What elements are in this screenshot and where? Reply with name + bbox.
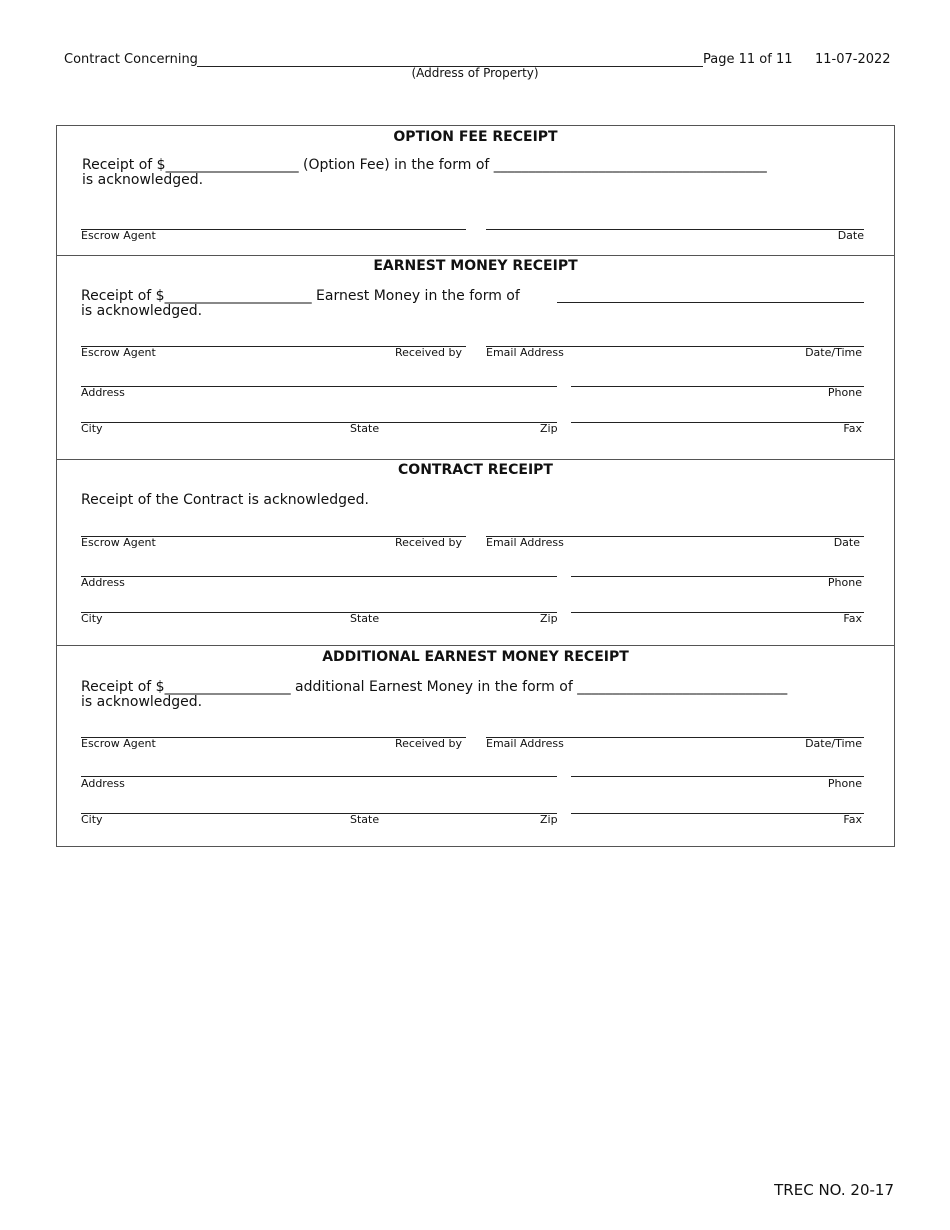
- received-by-label: Received by: [394, 536, 462, 549]
- date-label: Date: [837, 229, 864, 242]
- form-number: TREC NO. 20-17: [774, 1181, 894, 1199]
- section-divider: [56, 645, 895, 646]
- city-label: City: [81, 612, 103, 625]
- zip-label: Zip: [540, 813, 558, 826]
- address-caption: (Address of Property): [411, 66, 539, 80]
- address-label: Address: [81, 576, 125, 589]
- form-date: 11-07-2022: [815, 52, 891, 67]
- earnest-money-receipt-text[interactable]: Receipt of $_____________________ Earnest Money in the form of: [81, 288, 520, 304]
- earnest-money-title: EARNEST MONEY RECEIPT: [373, 258, 578, 274]
- city-label: City: [81, 813, 103, 826]
- additional-earnest-money-title: ADDITIONAL EARNEST MONEY RECEIPT: [322, 649, 629, 665]
- earnest-city-state-zip-line[interactable]: [81, 422, 557, 423]
- contract-receipt-text: Receipt of the Contract is acknowledged.: [81, 492, 369, 508]
- escrow-agent-label: Escrow Agent: [81, 229, 156, 242]
- phone-label: Phone: [827, 386, 862, 399]
- additional-address-line[interactable]: [81, 776, 557, 777]
- section-divider: [56, 459, 895, 460]
- contract-concerning-label: Contract Concerning: [64, 52, 198, 67]
- email-address-label: Email Address: [486, 536, 564, 549]
- date-time-label: Date/Time: [805, 737, 862, 750]
- email-address-label: Email Address: [486, 737, 564, 750]
- date-time-label: Date/Time: [805, 346, 862, 359]
- additional-city-state-zip-line[interactable]: [81, 813, 557, 814]
- address-label: Address: [81, 777, 125, 790]
- state-label: State: [350, 813, 380, 826]
- earnest-money-ack-text: is acknowledged.: [81, 303, 203, 319]
- additional-earnest-ack-text: is acknowledged.: [81, 694, 203, 710]
- phone-label: Phone: [827, 777, 862, 790]
- received-by-label: Received by: [394, 346, 462, 359]
- zip-label: Zip: [540, 612, 558, 625]
- received-by-label: Received by: [394, 737, 462, 750]
- fax-label: Fax: [843, 813, 862, 826]
- fax-label: Fax: [843, 422, 862, 435]
- additional-earnest-receipt-text[interactable]: Receipt of $__________________ additional Earnest Money in the form of ______________________________: [81, 679, 788, 695]
- section-divider: [56, 255, 895, 256]
- fax-label: Fax: [843, 612, 862, 625]
- zip-label: Zip: [540, 422, 558, 435]
- option-fee-receipt-text[interactable]: Receipt of $___________________ (Option Fee) in the form of _______________________________________: [82, 157, 767, 173]
- escrow-agent-label: Escrow Agent: [81, 536, 156, 549]
- earnest-address-line[interactable]: [81, 386, 557, 387]
- date-label: Date: [833, 536, 860, 549]
- option-fee-ack-text: is acknowledged.: [82, 172, 204, 188]
- escrow-agent-label: Escrow Agent: [81, 346, 156, 359]
- phone-label: Phone: [827, 576, 862, 589]
- earnest-money-form-line[interactable]: [557, 302, 864, 303]
- state-label: State: [350, 612, 380, 625]
- contract-receipt-title: CONTRACT RECEIPT: [398, 462, 553, 478]
- city-label: City: [81, 422, 103, 435]
- address-label: Address: [81, 386, 125, 399]
- page-number: Page 11 of 11: [703, 52, 793, 67]
- option-fee-title: OPTION FEE RECEIPT: [393, 129, 558, 145]
- contract-city-state-zip-line[interactable]: [81, 612, 557, 613]
- state-label: State: [350, 422, 380, 435]
- escrow-agent-label: Escrow Agent: [81, 737, 156, 750]
- email-address-label: Email Address: [486, 346, 564, 359]
- contract-address-line[interactable]: [81, 576, 557, 577]
